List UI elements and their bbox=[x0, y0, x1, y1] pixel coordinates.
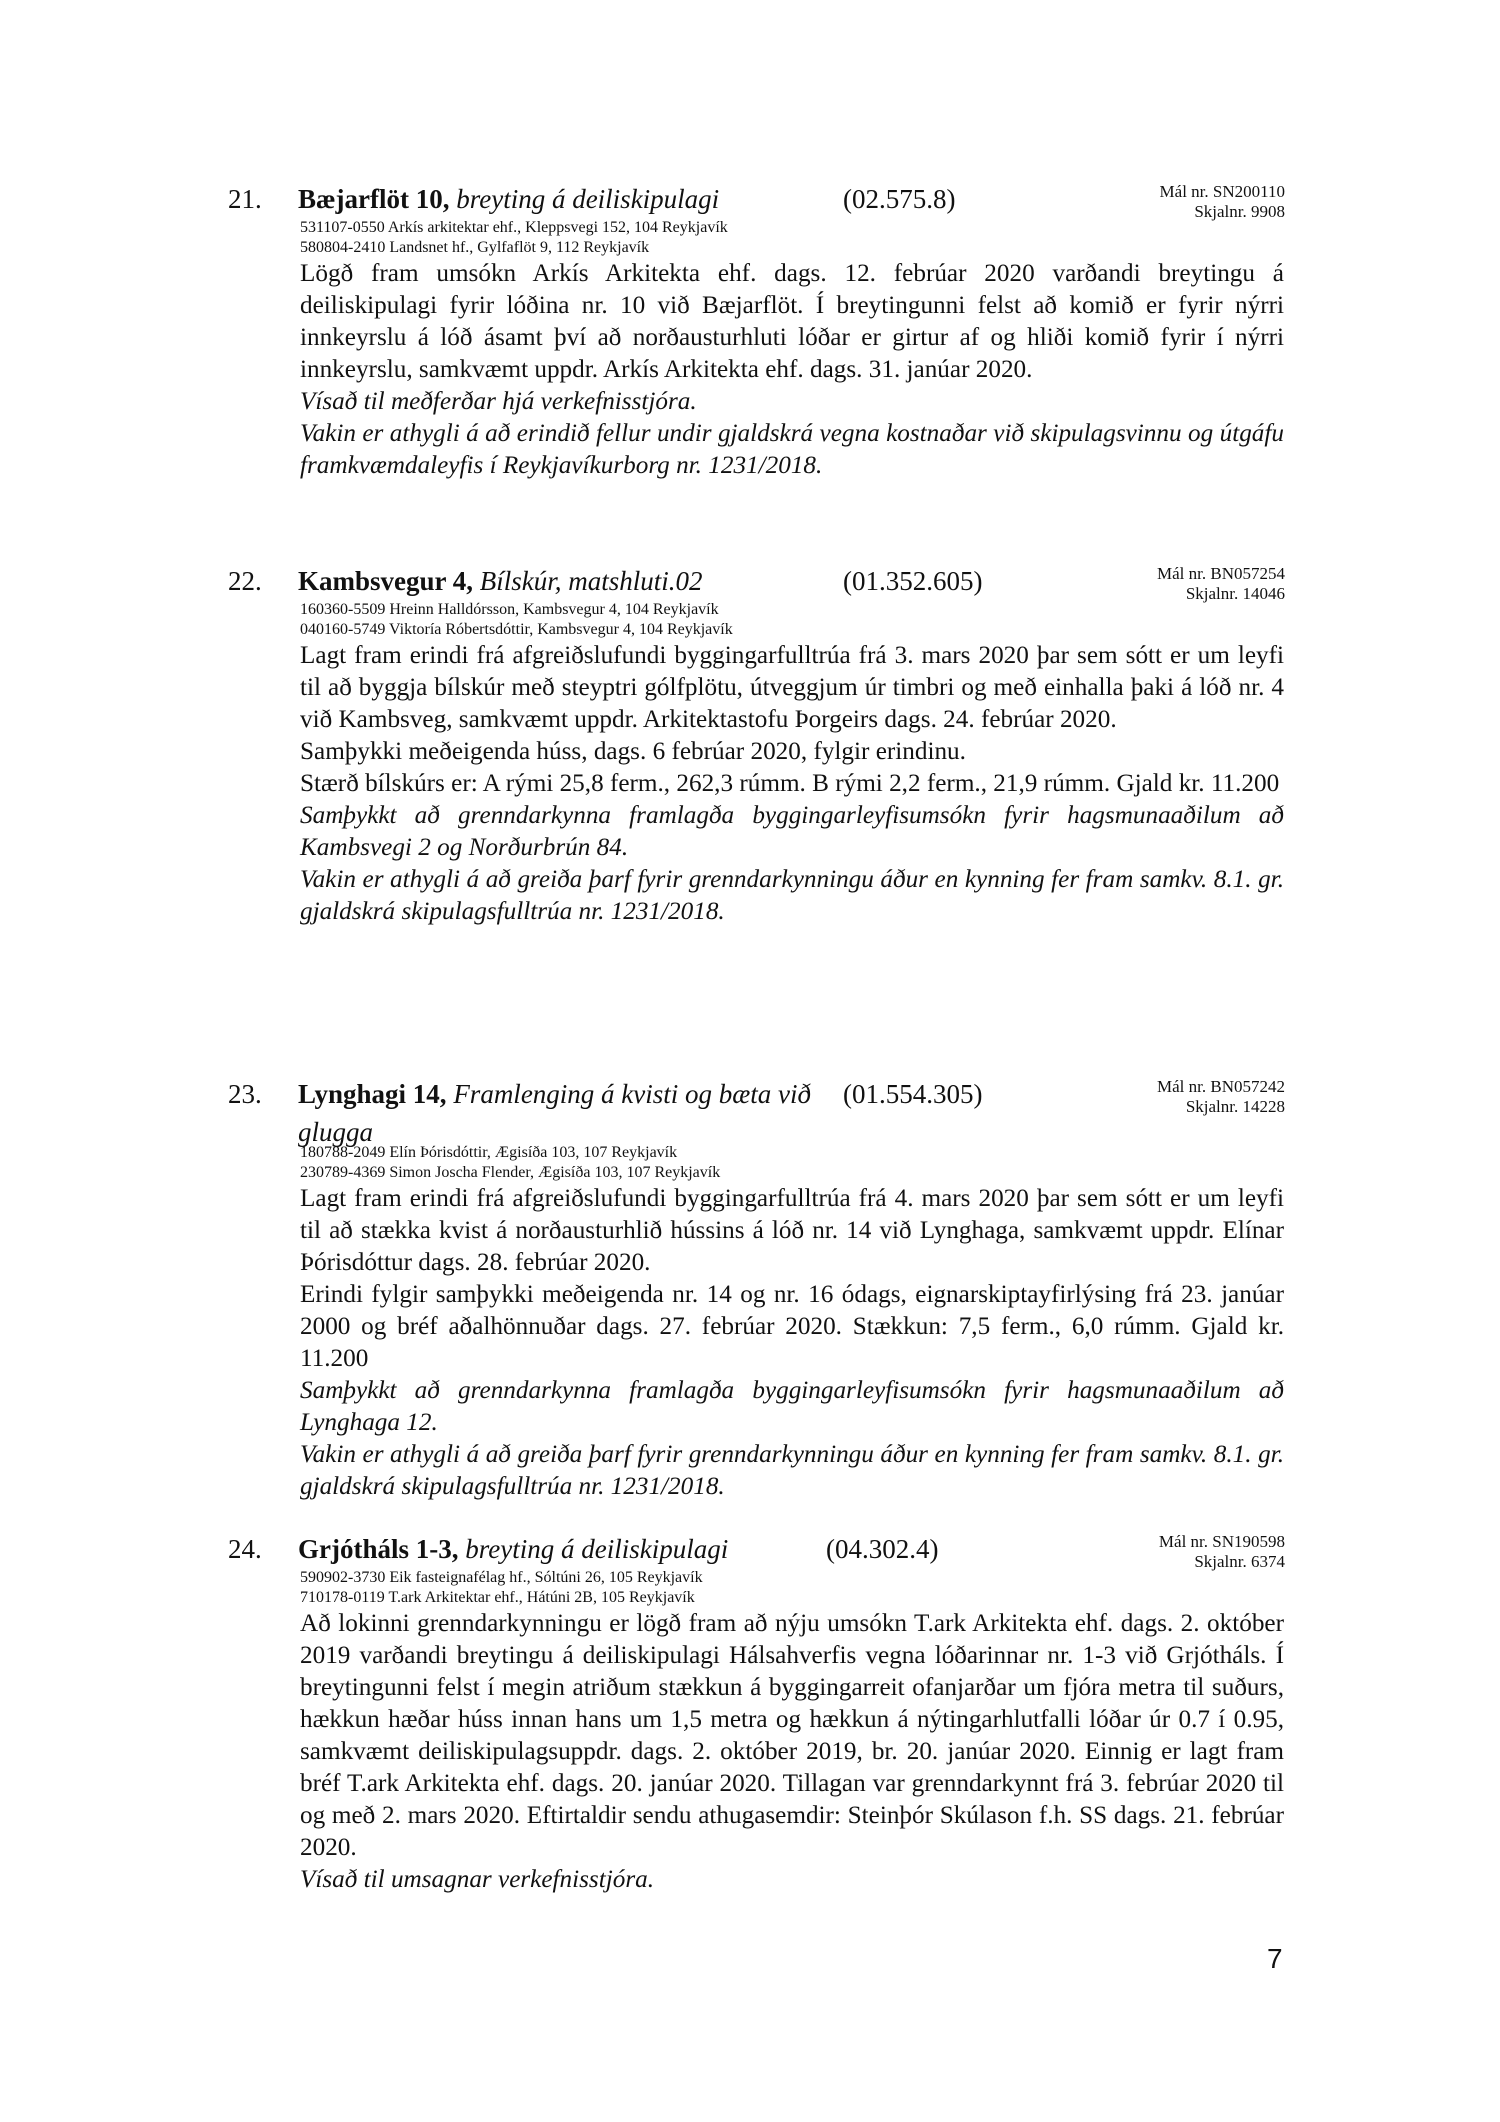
agenda-item-24 bbox=[0, 1530, 1500, 1896]
item-paragraph: Lagt fram erindi frá afgreiðslufundi byggingarfulltrúa frá 4. mars 2020 þar sem sótt er um leyfi til að stækka kvist á norðausturhlið hússins á lóð nr. 14 við Lynghaga, samkvæmt uppdr. Elínar Þórisdóttur dags. 28. febrúar 2020. bbox=[300, 1185, 1284, 1276]
file-number: Skjalnr. 9908 bbox=[1194, 202, 1285, 221]
party-line: 180788-2049 Elín Þórisdóttir, Ægisíða 103, 107 Reykjavík bbox=[300, 1144, 678, 1161]
item-number: 22. bbox=[228, 566, 262, 596]
item-subject: Bílskúr, matshluti.02 bbox=[479, 566, 703, 596]
party-line: 531107-0550 Arkís arkitektar ehf., Kleppsvegi 152, 104 Reykjavík bbox=[300, 219, 728, 236]
item-decision: Vísað til meðferðar hjá verkefnisstjóra. bbox=[300, 388, 697, 415]
item-number: 21. bbox=[228, 184, 262, 214]
item-note: Vakin er athygli á að erindið fellur undir gjaldskrá vegna kostnaðar við skipulagsvinnu og útgáfu framkvæmdaleyfis í Reykjavíkurborg nr. 1231/2018. bbox=[300, 420, 1284, 479]
party-line: 160360-5509 Hreinn Halldórsson, Kambsvegur 4, 104 Reykjavík bbox=[300, 601, 719, 618]
case-number: Mál nr. SN190598 bbox=[1158, 1532, 1285, 1551]
case-number: Mál nr. BN057254 bbox=[1157, 564, 1285, 583]
item-title bbox=[298, 180, 818, 218]
item-note: Vakin er athygli á að greiða þarf fyrir grenndarkynningu áður en kynning fer fram samkv. 8.1. gr. gjaldskrá skipulagsfulltrúa nr. 1231/2018. bbox=[300, 1441, 1284, 1500]
item-paragraph: Erindi fylgir samþykki meðeigenda nr. 14 og nr. 16 ódags, eignarskiptayfirlýsing frá 23. janúar 2000 og bréf aðalhönnuðar dags. 27. febrúar 2020. Stækkun: 7,5 ferm., 6,0 rúmm. Gjald kr. 11.200 bbox=[300, 1281, 1284, 1372]
case-number: Mál nr. SN200110 bbox=[1159, 182, 1285, 201]
item-note: Vakin er athygli á að greiða þarf fyrir grenndarkynningu áður en kynning fer fram samkv. 8.1. gr. gjaldskrá skipulagsfulltrúa nr. 1231/2018. bbox=[300, 866, 1284, 925]
item-decision: Vísað til umsagnar verkefnisstjóra. bbox=[300, 1866, 655, 1893]
party-line: 040160-5749 Viktoría Róbertsdóttir, Kambsvegur 4, 104 Reykjavík bbox=[300, 621, 733, 638]
land-number: (01.554.305) bbox=[843, 1079, 983, 1109]
case-info bbox=[1160, 182, 1285, 222]
party-line: 590902-3730 Eik fasteignafélag hf., Sóltúni 26, 105 Reykjavík bbox=[300, 1569, 703, 1586]
page-number: 7 bbox=[1267, 1943, 1283, 1974]
party-line: 580804-2410 Landsnet hf., Gylfaflöt 9, 112 Reykjavík bbox=[300, 239, 650, 256]
case-info bbox=[1157, 564, 1285, 604]
party-line: 710178-0119 T.ark Arkitektar ehf., Hátúni 2B, 105 Reykjavík bbox=[300, 1589, 695, 1606]
land-number: (02.575.8) bbox=[843, 184, 956, 214]
land-number: (01.352.605) bbox=[843, 566, 983, 596]
item-decision: Samþykkt að grenndarkynna framlagða byggingarleyfisumsókn fyrir hagsmunaaðilum að Kambsvegi 2 og Norðurbrún 84. bbox=[300, 802, 1284, 861]
case-info bbox=[1159, 1532, 1285, 1572]
item-subject: breyting á deiliskipulagi bbox=[465, 1534, 729, 1564]
item-subject: breyting á deiliskipulagi bbox=[456, 184, 720, 214]
case-info bbox=[1157, 1077, 1285, 1117]
item-address: Bæjarflöt 10, bbox=[298, 184, 450, 214]
item-title bbox=[298, 1075, 818, 1151]
item-address: Grjótháls 1-3, bbox=[298, 1534, 459, 1564]
party-line: 230789-4369 Simon Joscha Flender, Ægisíða 103, 107 Reykjavík bbox=[300, 1164, 721, 1181]
item-paragraph: Samþykki meðeigenda húss, dags. 6 febrúar 2020, fylgir erindinu. bbox=[300, 738, 966, 765]
item-address: Lynghagi 14, bbox=[298, 1079, 447, 1109]
item-title bbox=[298, 562, 818, 600]
item-paragraph: Lagt fram erindi frá afgreiðslufundi byggingarfulltrúa frá 3. mars 2020 þar sem sótt er um leyfi til að byggja bílskúr með steyptri gólfplötu, útveggjum úr timbri og með einhalla þaki á lóð nr. 4 við Kambsveg, samkvæmt uppdr. Arkitektastofu Þorgeirs dags. 24. febrúar 2020. bbox=[300, 642, 1284, 733]
item-title bbox=[298, 1530, 818, 1568]
item-address: Kambsvegur 4, bbox=[298, 566, 474, 596]
item-paragraph: Lögð fram umsókn Arkís Arkitekta ehf. dags. 12. febrúar 2020 varðandi breytingu á deiliskipulagi fyrir lóðina nr. 10 við Bæjarflöt. Í breytingunni felst að komið er fyrir nýrri innkeyrslu á lóð ásamt því að norðausturhluti lóðar er girtur af og hliði komið fyrir í nýrri innkeyrslu, samkvæmt uppdr. Arkís Arkitekta ehf. dags. 31. janúar 2020. bbox=[300, 260, 1284, 383]
file-number: Skjalnr. 6374 bbox=[1194, 1552, 1285, 1571]
item-number: 23. bbox=[228, 1079, 262, 1109]
item-paragraph: Að lokinni grenndarkynningu er lögð fram að nýju umsókn T.ark Arkitekta ehf. dags. 2. október 2019 varðandi breytingu á deiliskipulagi Hálsahverfis vegna lóðarinnar nr. 1-3 við Grjótháls. Í breytingunni felst í megin atriðum stækkun á byggingarreit ofanjarðar um fjóra metra til suðurs, hækkun hæðar húss innan hans um 1,5 metra og hækkun á nýtingarhlutfalli lóðar úr 0.7 í 0.95, samkvæmt deiliskipulagsuppdr. dags. 2. október 2019, br. 20. janúar 2020. Einnig er lagt fram bréf T.ark Arkitekta ehf. dags. 20. janúar 2020. Tillagan var grenndarkynnt frá 3. febrúar 2020 til og með 2. mars 2020. Eftirtaldir sendu athugasemdir: Steinþór Skúlason f.h. SS dags. 21. febrúar 2020. bbox=[300, 1610, 1284, 1861]
agenda-item-23 bbox=[0, 1075, 1500, 1503]
item-decision: Samþykkt að grenndarkynna framlagða byggingarleyfisumsókn fyrir hagsmunaaðilum að Lynghaga 12. bbox=[300, 1377, 1284, 1436]
case-number: Mál nr. BN057242 bbox=[1157, 1077, 1285, 1096]
agenda-item-21 bbox=[0, 180, 1500, 482]
item-subject: Framlenging á kvisti og bæta við glugga bbox=[298, 1079, 812, 1147]
agenda-item-22 bbox=[0, 562, 1500, 928]
file-number: Skjalnr. 14228 bbox=[1185, 1097, 1285, 1116]
file-number: Skjalnr. 14046 bbox=[1185, 584, 1285, 603]
land-number: (04.302.4) bbox=[826, 1534, 939, 1564]
item-number: 24. bbox=[228, 1534, 262, 1564]
item-paragraph: Stærð bílskúrs er: A rými 25,8 ferm., 262,3 rúmm. B rými 2,2 ferm., 21,9 rúmm. Gjald kr. 11.200 bbox=[300, 770, 1280, 797]
